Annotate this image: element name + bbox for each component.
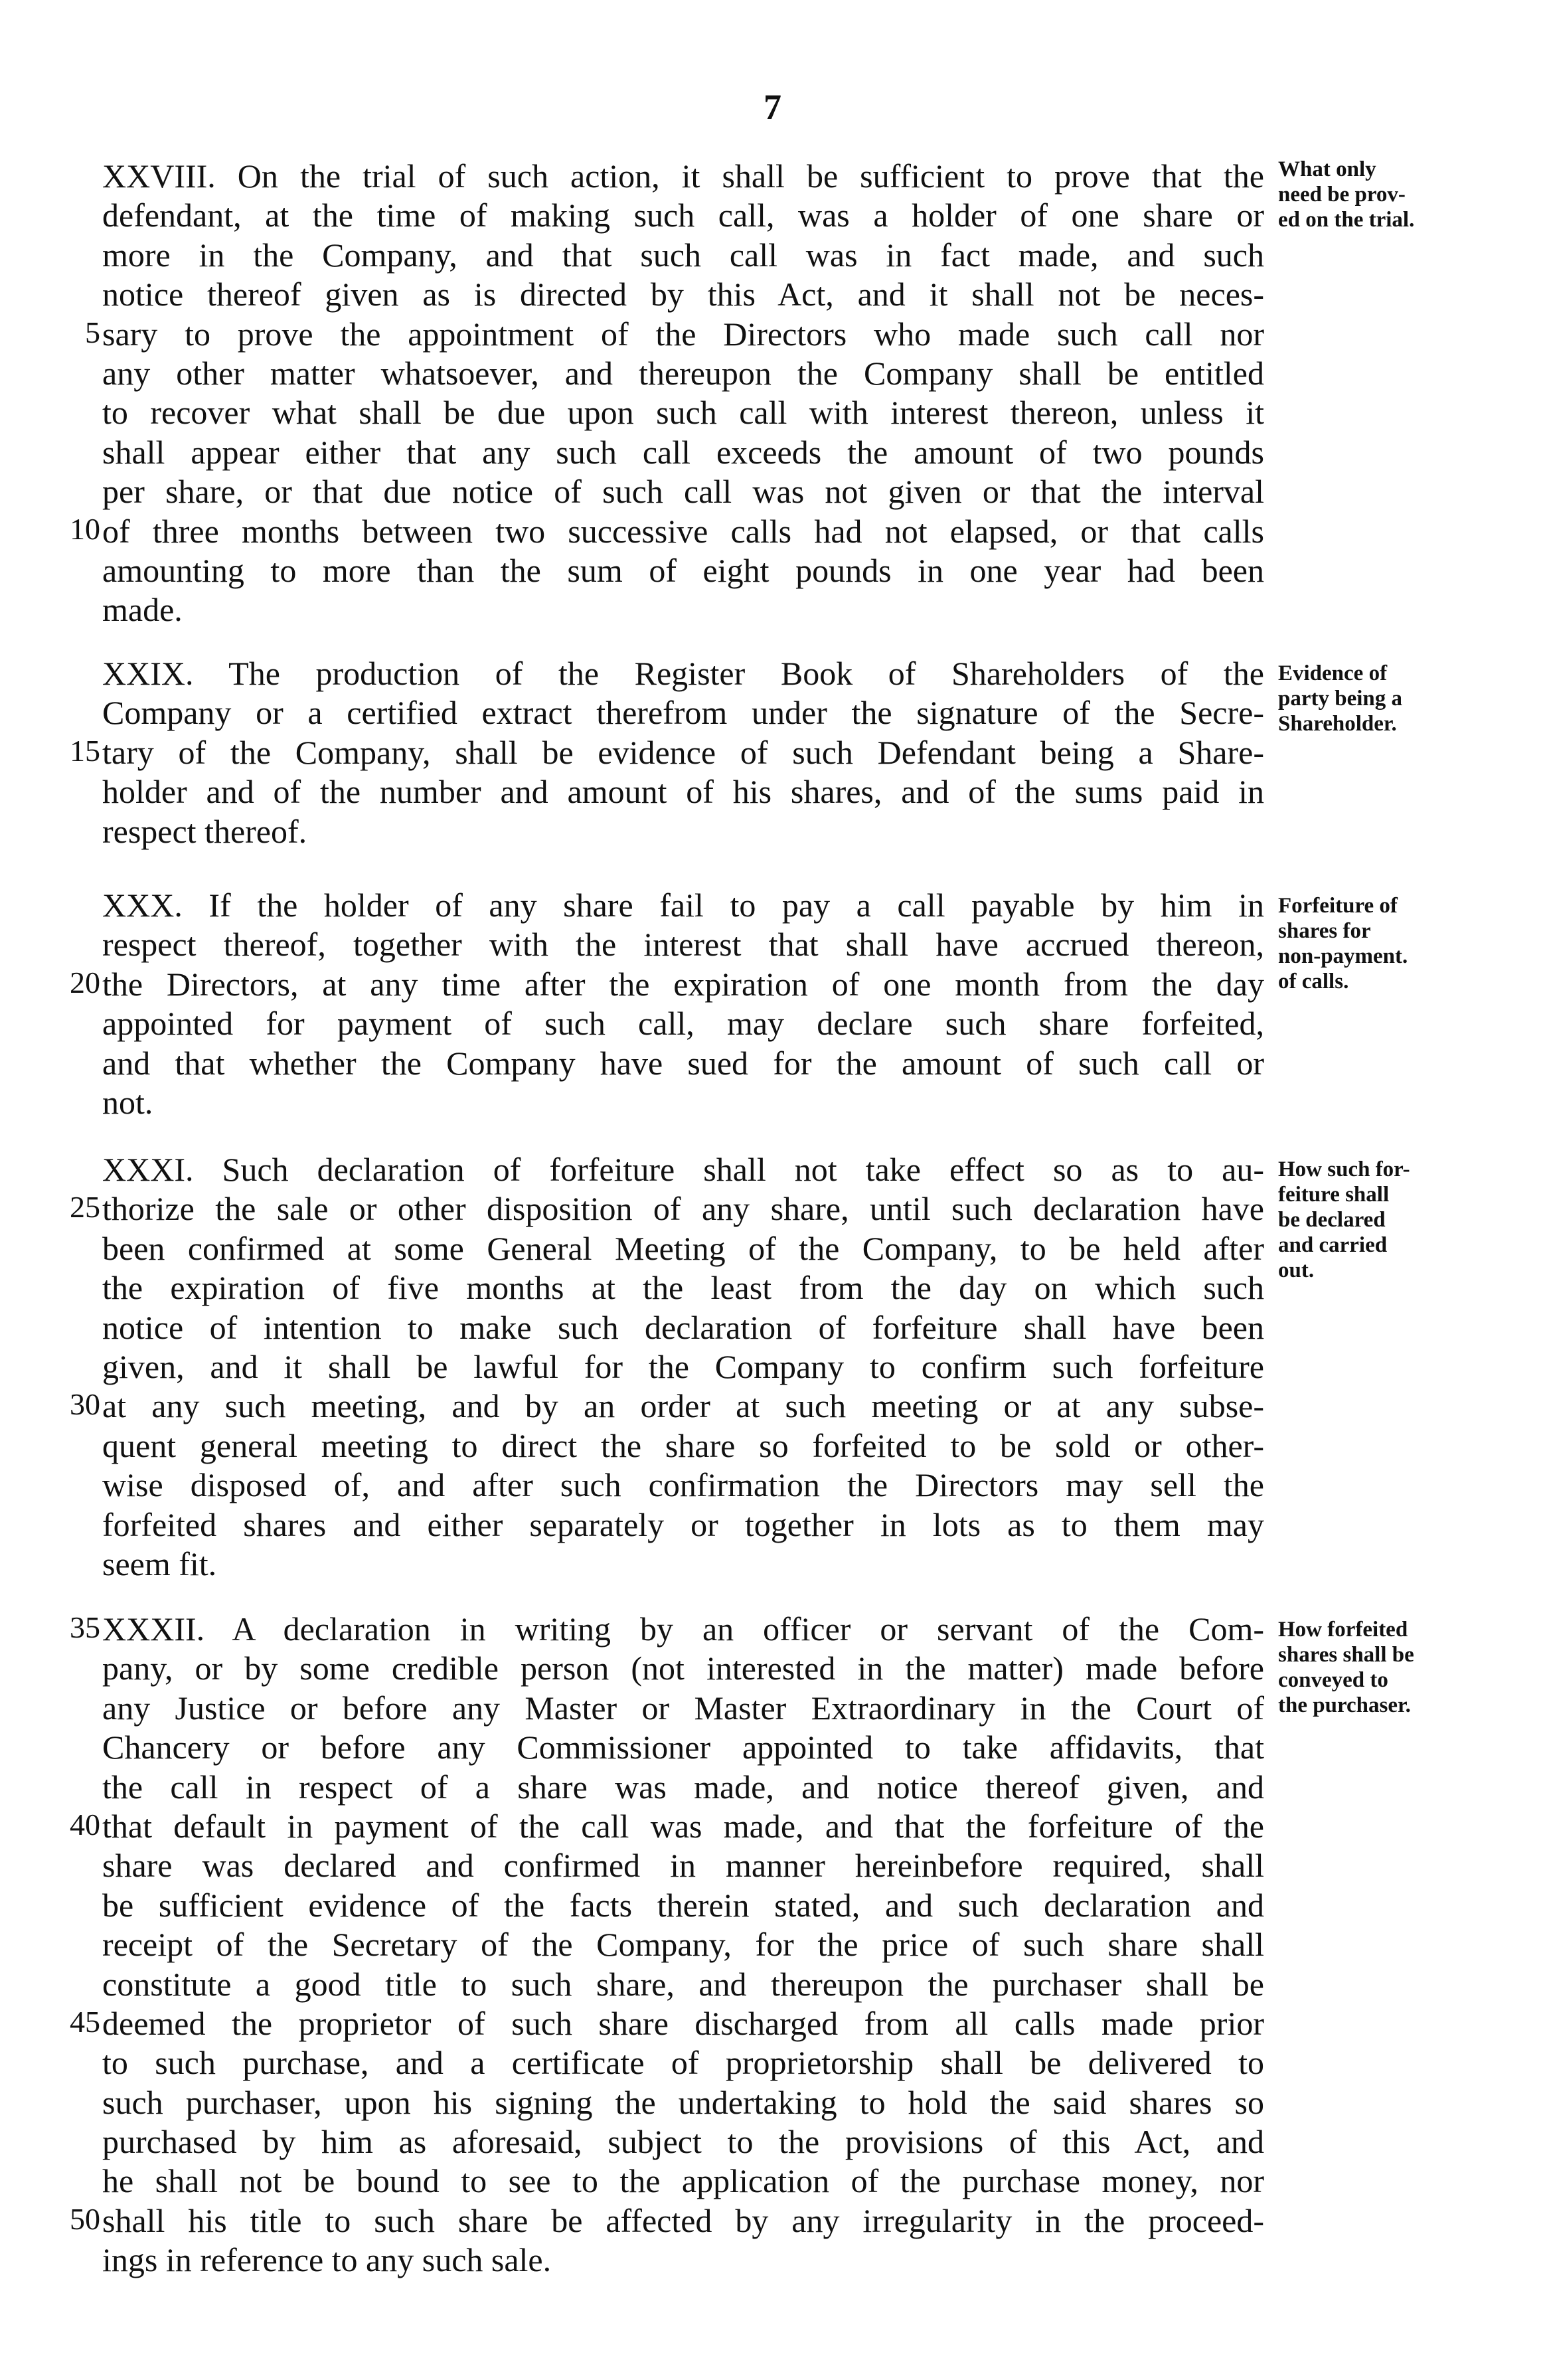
margin-note-what-only: What only need be prov- ed on the trial.: [1278, 157, 1415, 232]
text-line: per share, or that due notice of such call was not given or that the interval: [102, 473, 1264, 511]
line-number: 40: [70, 1808, 100, 1841]
text-line: to such purchase, and a certificate of proprietorship shall be delivered to: [102, 2044, 1264, 2082]
line-number: 5: [85, 315, 100, 349]
text-line: be sufficient evidence of the facts therein stated, and such declaration and: [102, 1886, 1264, 1924]
text-line: been confirmed at some General Meeting of the Company, to be held after: [102, 1229, 1264, 1267]
text-line: XXX. If the holder of any share fail to pay a call payable by him in: [102, 887, 1264, 924]
text-line: he shall not be bound to see to the application of the purchase money, nor: [102, 2162, 1264, 2200]
text-line: at any such meeting, and by an order at such meeting or at any subse-: [102, 1387, 1264, 1425]
text-line: the expiration of five months at the least from the day on which such: [102, 1269, 1264, 1307]
text-line: constitute a good title to such share, and thereupon the purchaser shall be: [102, 1965, 1264, 2003]
text-line: XXXII. A declaration in writing by an officer or servant of the Com-: [102, 1610, 1264, 1648]
text-line: the Directors, at any time after the expiration of one month from the day: [102, 965, 1264, 1003]
margin-note-how-such-forfeiture: How such for- feiture shall be declared and carried out.: [1278, 1157, 1410, 1282]
page-number: 7: [764, 87, 781, 127]
text-line: XXXI. Such declaration of forfeiture shall not take effect so as to au-: [102, 1151, 1264, 1188]
text-line: amounting to more than the sum of eight pounds in one year had been: [102, 551, 1264, 589]
text-line: purchased by him as aforesaid, subject to the provisions of this Act, and: [102, 2123, 1264, 2161]
line-number: 25: [70, 1190, 100, 1224]
text-line: of three months between two successive calls had not elapsed, or that calls: [102, 512, 1264, 550]
line-number: 45: [70, 2005, 100, 2039]
text-line: pany, or by some credible person (not interested in the matter) made before: [102, 1650, 1264, 1687]
text-line: made.: [102, 591, 183, 629]
text-line: forfeited shares and either separately or together in lots as to them may: [102, 1505, 1264, 1543]
text-line: thorize the sale or other disposition of any share, until such declaration have: [102, 1190, 1264, 1228]
text-line: XXIX. The production of the Register Book of Shareholders of the: [102, 655, 1264, 692]
margin-note-how-forfeited-shares: How forfeited shares shall be conveyed to the purchaser.: [1278, 1618, 1414, 1717]
text-line: to recover what shall be due upon such call with interest thereon, unless it: [102, 394, 1264, 432]
line-number: 15: [70, 734, 100, 768]
text-line: the call in respect of a share was made, and notice thereof given, and: [102, 1768, 1264, 1806]
text-line: defendant, at the time of making such call, was a holder of one share or: [102, 197, 1264, 234]
text-line: respect thereof.: [102, 812, 307, 850]
text-line: that default in payment of the call was made, and that the forfeiture of the: [102, 1807, 1264, 1845]
text-line: any other matter whatsoever, and thereupon the Company shall be entitled: [102, 354, 1264, 392]
line-number: 10: [70, 512, 100, 546]
text-line: any Justice or before any Master or Master Extraordinary in the Court of: [102, 1689, 1264, 1727]
section-xxix: [102, 654, 1264, 851]
text-line: shall appear either that any such call exceeds the amount of two pounds: [102, 433, 1264, 471]
text-line: ings in reference to any such sale.: [102, 2241, 552, 2279]
text-line: receipt of the Secretary of the Company, for the price of such share shall: [102, 1926, 1264, 1964]
text-line: tary of the Company, shall be evidence of such Defendant being a Share-: [102, 733, 1264, 771]
line-number: 30: [70, 1387, 100, 1421]
text-line: not.: [102, 1083, 153, 1121]
text-line: wise disposed of, and after such confirmation the Directors may sell the: [102, 1466, 1264, 1504]
margin-note-evidence: Evidence of party being a Shareholder.: [1278, 661, 1403, 736]
line-number: 50: [70, 2202, 100, 2236]
text-line: quent general meeting to direct the share so forfeited to be sold or other-: [102, 1426, 1264, 1464]
line-number: 20: [70, 966, 100, 999]
text-line: Chancery or before any Commissioner appointed to take affidavits, that: [102, 1729, 1264, 1766]
text-line: more in the Company, and that such call was in fact made, and such: [102, 236, 1264, 274]
text-line: notice of intention to make such declaration of forfeiture shall have been: [102, 1308, 1264, 1346]
text-line: seem fit.: [102, 1545, 217, 1582]
text-line: respect thereof, together with the interest that shall have accrued thereon,: [102, 926, 1264, 964]
text-line: Company or a certified extract therefrom under the signature of the Secre-: [102, 694, 1264, 732]
margin-note-forfeiture: Forfeiture of shares for non-payment. of calls.: [1278, 894, 1408, 993]
text-line: XXVIII. On the trial of such action, it shall be sufficient to prove that the: [102, 157, 1264, 195]
section-xxxi: [102, 1150, 1264, 1584]
text-line: notice thereof given as is directed by this Act, and it shall not be neces-: [102, 276, 1264, 313]
text-line: deemed the proprietor of such share discharged from all calls made prior: [102, 2004, 1264, 2042]
line-number: 35: [70, 1610, 100, 1644]
text-line: given, and it shall be lawful for the Company to confirm such forfeiture: [102, 1347, 1264, 1385]
text-line: share was declared and confirmed in manner hereinbefore required, shall: [102, 1847, 1264, 1885]
section-xxx: [102, 886, 1264, 1122]
text-line: holder and of the number and amount of his shares, and of the sums paid in: [102, 773, 1264, 811]
text-line: and that whether the Company have sued for the amount of such call or: [102, 1044, 1264, 1082]
text-line: appointed for payment of such call, may declare such share forfeited,: [102, 1005, 1264, 1043]
text-line: shall his title to such share be affected by any irregularity in the proceed-: [102, 2201, 1264, 2239]
text-line: sary to prove the appointment of the Directors who made such call nor: [102, 315, 1264, 353]
section-xxviii: [102, 157, 1264, 630]
text-line: such purchaser, upon his signing the undertaking to hold the said shares so: [102, 2083, 1264, 2121]
section-xxxii: [102, 1610, 1264, 2280]
